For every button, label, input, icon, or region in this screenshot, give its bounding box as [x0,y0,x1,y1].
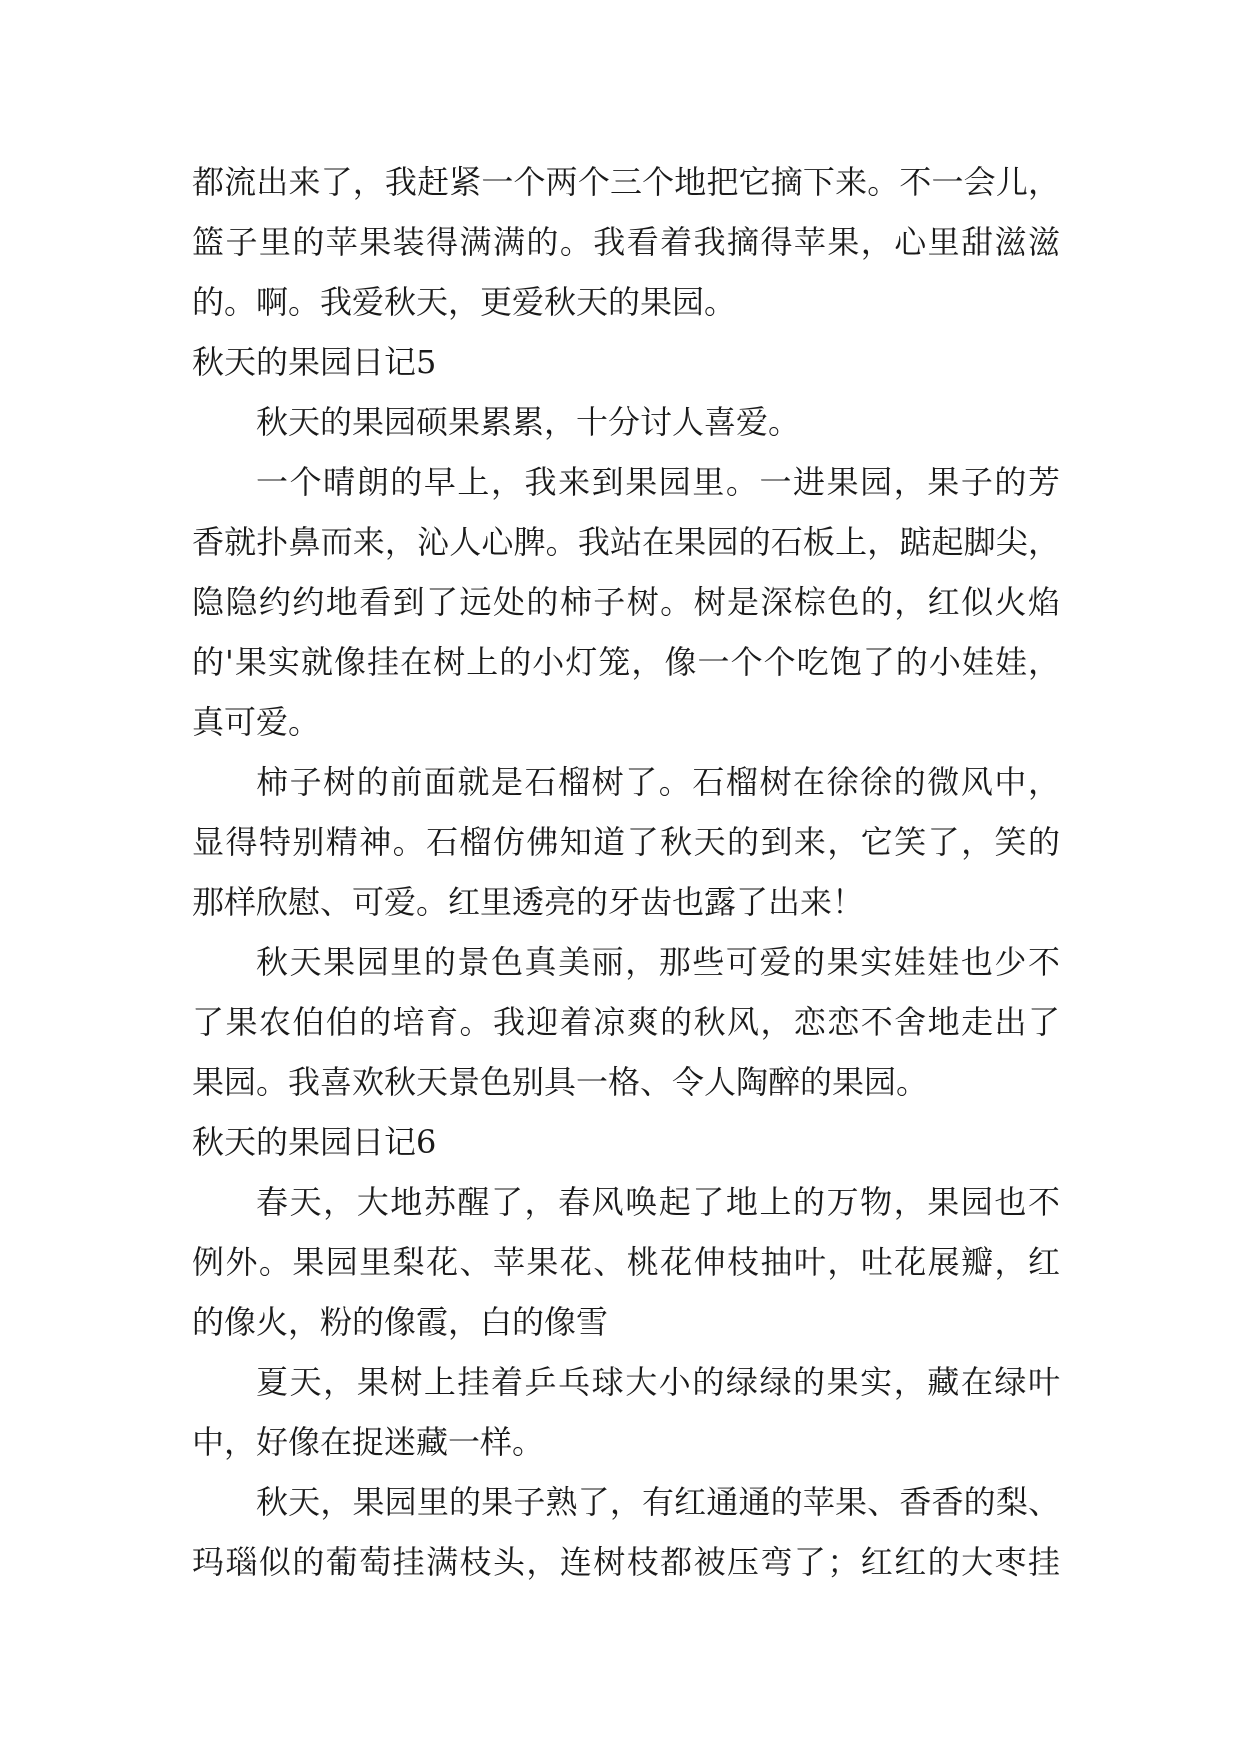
paragraph-line: 显得特别精神。石榴仿佛知道了秋天的到来，它笑了，笑的 [192,823,1060,861]
paragraph-line: 一个晴朗的早上，我来到果园里。一进果园，果子的芳 [256,463,1060,501]
section-heading: 秋天的果园日记6 [192,1123,437,1161]
paragraph-line: 真可爱。 [192,703,321,741]
paragraph-line: 篮子里的苹果装得满满的。我看着我摘得苹果，心里甜滋滋 [192,223,1060,261]
paragraph-line: 果园。我喜欢秋天景色别具一格、令人陶醉的果园。 [192,1063,929,1101]
paragraph-line: 柿子树的前面就是石榴树了。石榴树在徐徐的微风中， [256,763,1060,801]
paragraph-line: 隐隐约约地看到了远处的柿子树。树是深棕色的，红似火焰 [192,583,1060,621]
paragraph-line: 的像火，粉的像霞，白的像雪 [192,1303,609,1341]
paragraph-line: 的。啊。我爱秋天，更爱秋天的果园。 [192,283,737,321]
document-page [192,152,1060,1592]
section-heading: 秋天的果园日记5 [192,343,437,381]
paragraph-line: 了果农伯伯的培育。我迎着凉爽的秋风，恋恋不舍地走出了 [192,1003,1060,1041]
paragraph-line: 玛瑙似的葡萄挂满枝头，连树枝都被压弯了；红红的大枣挂 [192,1543,1060,1581]
paragraph-line: 夏天，果树上挂着乒乓球大小的绿绿的果实，藏在绿叶 [256,1363,1060,1401]
paragraph-line: 秋天的果园硕果累累，十分讨人喜爱。 [256,403,801,441]
paragraph-line: 秋天果园里的景色真美丽，那些可爱的果实娃娃也少不 [256,943,1060,981]
paragraph-line: 春天，大地苏醒了，春风唤起了地上的万物，果园也不 [256,1183,1060,1221]
paragraph-line: 香就扑鼻而来，沁人心脾。我站在果园的石板上，踮起脚尖， [192,523,1060,561]
paragraph-line: 都流出来了，我赶紧一个两个三个地把它摘下来。不一会儿， [192,163,1060,201]
paragraph-line: 中，好像在捉迷藏一样。 [192,1423,545,1461]
paragraph-line: 的'果实就像挂在树上的小灯笼，像一个个吃饱了的小娃娃， [192,643,1060,681]
paragraph-line: 秋天，果园里的果子熟了，有红通通的苹果、香香的梨、 [256,1483,1060,1521]
paragraph-line: 例外。果园里梨花、苹果花、桃花伸枝抽叶，吐花展瓣，红 [192,1243,1060,1281]
paragraph-line: 那样欣慰、可爱。红里透亮的牙齿也露了出来！ [192,883,865,921]
